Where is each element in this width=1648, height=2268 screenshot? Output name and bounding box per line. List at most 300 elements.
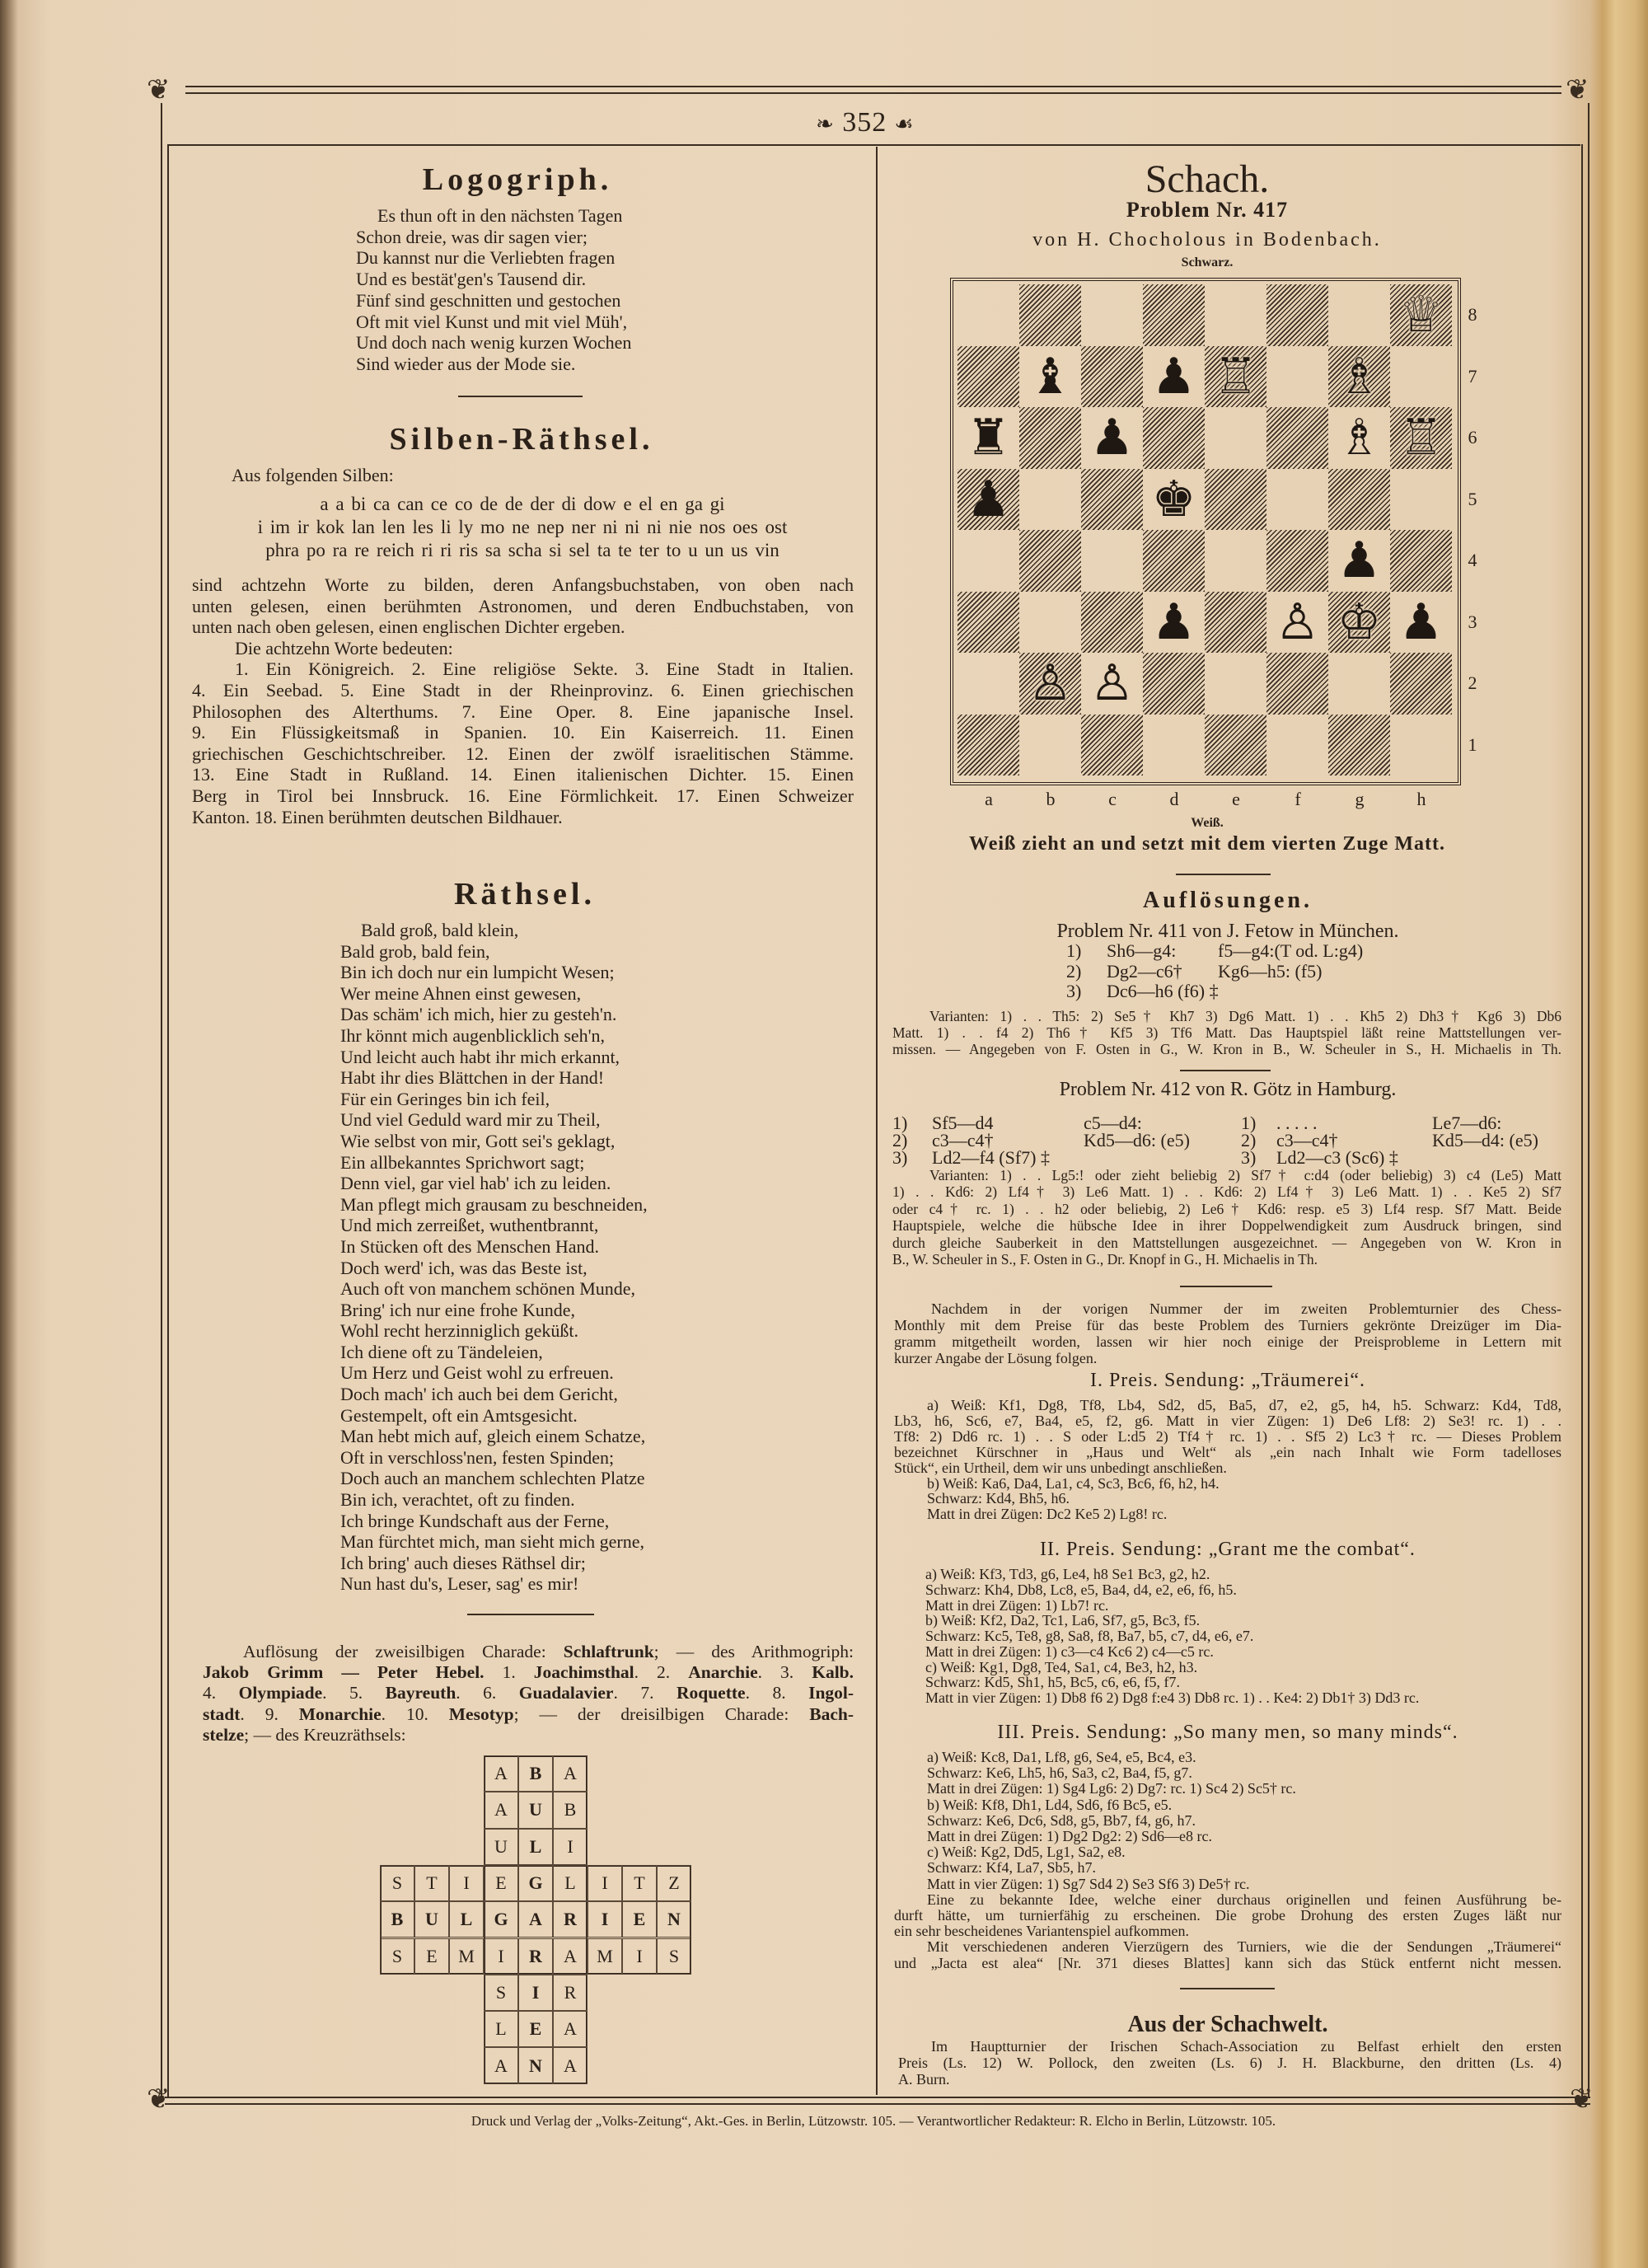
file-label: d bbox=[1169, 789, 1179, 809]
square-d8[interactable] bbox=[1143, 284, 1205, 346]
square-e1[interactable] bbox=[1205, 715, 1266, 776]
bold-answer: Kalb. bbox=[812, 1662, 854, 1683]
square-a5[interactable] bbox=[957, 469, 1019, 531]
square-a1[interactable] bbox=[957, 715, 1019, 776]
cross-cell: I bbox=[588, 1865, 622, 1901]
text-line bbox=[203, 1662, 854, 1683]
raethsel-poem bbox=[340, 920, 851, 1595]
header-rule bbox=[167, 144, 1580, 146]
cross-cell: N bbox=[657, 1901, 691, 1938]
square-f4[interactable] bbox=[1266, 530, 1328, 592]
cross-cell: A bbox=[484, 2047, 518, 2083]
file-label: e bbox=[1232, 789, 1240, 809]
square-g5[interactable] bbox=[1328, 469, 1390, 531]
white-king-icon[interactable]: ♔ bbox=[1337, 593, 1382, 651]
cross-cell: E bbox=[518, 2011, 553, 2047]
text-line: missen. — Angegeben von F. Osten in G., W. Kron in B., W. Scheuler in S., H. Michaelis in Th. bbox=[892, 1041, 1561, 1057]
text-line: Im Hauptturnier der Irischen Schach-Association zu Belfast erhielt den ersten bbox=[931, 2038, 1561, 2055]
move-cell: 2) bbox=[892, 1130, 908, 1150]
cross-cell: M bbox=[449, 1938, 484, 1975]
square-e5[interactable] bbox=[1205, 469, 1266, 531]
text-line: Matt in drei Zügen: 1) Sg4 Lg6: 2) Dg7: rc. 1) Sc4 2) Sc5† rc. bbox=[927, 1780, 1296, 1797]
move-cell: Dc6—h6 (f6) ‡ bbox=[1107, 981, 1219, 1001]
white-side-label: Weiß. bbox=[1191, 816, 1224, 830]
text-line: griechischen Geschichtschreiber. 12. Einen der zwölf israelitischen Stämme. bbox=[192, 743, 854, 764]
square-b6[interactable] bbox=[1019, 407, 1081, 469]
square-f2[interactable] bbox=[1266, 653, 1328, 715]
bold-answer: Bayreuth bbox=[385, 1683, 456, 1703]
text-line: Wie selbst von mir, Gott sei's geklagt, bbox=[340, 1130, 616, 1151]
square-h3[interactable] bbox=[1390, 592, 1452, 654]
black-pawn-icon[interactable]: ♟ bbox=[1151, 593, 1196, 651]
cross-cell: M bbox=[588, 1938, 622, 1975]
move-cell: 1) bbox=[1066, 940, 1082, 961]
text-line: Du kannst nur die Verliebten fragen bbox=[356, 247, 616, 269]
square-g7[interactable] bbox=[1328, 346, 1390, 408]
text-line: Fünf sind geschnitten und gestochen bbox=[356, 289, 621, 311]
text-segment: 4. bbox=[203, 1683, 239, 1703]
square-d5[interactable] bbox=[1143, 469, 1205, 531]
cross-puzzle-grid bbox=[380, 1755, 691, 2084]
square-e3[interactable] bbox=[1205, 592, 1266, 654]
black-pawn-icon[interactable]: ♟ bbox=[966, 470, 1011, 528]
text-line: Auch oft von manchem schönen Munde, bbox=[340, 1278, 636, 1300]
white-pawn-icon[interactable]: ♙ bbox=[1028, 654, 1073, 713]
text-line: Matt in vier Zügen: 1) Db8 f6 2) Dg8 f:e4 3) Db8 rc. 1) . . Ke4: 2) Db1† 3) Dd3 rc. bbox=[925, 1689, 1420, 1706]
text-line: Man fürchtet mich, man sieht mich gerne, bbox=[340, 1531, 644, 1553]
square-b8[interactable] bbox=[1019, 284, 1081, 346]
text-segment: . 3. bbox=[757, 1662, 812, 1683]
square-h2[interactable] bbox=[1390, 653, 1452, 715]
white-pawn-icon[interactable]: ♙ bbox=[1089, 654, 1135, 713]
corner-ornament-icon: ❦ bbox=[147, 2083, 171, 2116]
text-line: Wohl recht herzinniglich geküßt. bbox=[340, 1320, 579, 1342]
text-line: oder c4† rc. 1) . . h2 oder beliebig, 2) Le6† Kd6: resp. e5 3) Lf4 resp. Sf7 Matt. Beide bbox=[892, 1200, 1561, 1217]
text-line: Bald groß, bald klein, bbox=[361, 920, 519, 940]
bottom-rule-inner bbox=[165, 2103, 1590, 2105]
cross-cell: R bbox=[553, 1975, 588, 2011]
square-e8[interactable] bbox=[1205, 284, 1266, 346]
text-line bbox=[203, 1642, 854, 1662]
square-f1[interactable] bbox=[1266, 715, 1328, 776]
text-line: Berg in Tirol bei Innsbruck. 16. Eine Förmlichkeit. 17. Einen Schweizer bbox=[192, 785, 854, 806]
square-f8[interactable] bbox=[1266, 284, 1328, 346]
move-cell: c3—c4† bbox=[1276, 1130, 1338, 1150]
text-line: durch gleiche Sauberkeit in den Mattstellungen ausgezeichnet. — Angegeben von W. Kron in bbox=[892, 1234, 1561, 1251]
square-b1[interactable] bbox=[1019, 715, 1081, 776]
text-line: Man hebt mich auf, gleich einem Schatze, bbox=[340, 1426, 646, 1447]
text-line: a) Weiß: Kf1, Dg8, Tf8, Lb4, Sd2, d5, Ba5, d7, e2, g5, h4, h5. Schwarz: Kd4, Td8, bbox=[927, 1397, 1561, 1413]
move-cell: c3—c4† bbox=[932, 1130, 994, 1150]
frame-right-inner bbox=[1581, 144, 1583, 2097]
cross-cell: E bbox=[414, 1938, 449, 1975]
text-line: Ihr könnt mich augenblicklich seh'n, bbox=[340, 1024, 606, 1046]
cross-cell: L bbox=[449, 1901, 484, 1938]
syllable-list bbox=[188, 493, 857, 562]
square-a3[interactable] bbox=[957, 592, 1019, 654]
text-line: Schwarz: Kd5, Sh1, h5, Bc5, c6, e6, f5, f7. bbox=[925, 1674, 1180, 1691]
move-cell: 3) bbox=[1241, 1147, 1257, 1168]
cross-cell: A bbox=[553, 1938, 588, 1975]
white-pawn-icon[interactable]: ♙ bbox=[1275, 593, 1320, 651]
file-label: g bbox=[1355, 789, 1365, 809]
text-line: Bin ich doch nur ein lumpicht Wesen; bbox=[340, 962, 615, 983]
text-line: c) Weiß: Kg2, Dd5, Lg1, Sa2, e8. bbox=[927, 1844, 1126, 1861]
text-line: In Stücken oft des Menschen Hand. bbox=[340, 1235, 600, 1257]
move-cell: Ld2—f4 (Sf7) ‡ bbox=[932, 1147, 1050, 1168]
square-a2[interactable] bbox=[957, 653, 1019, 715]
section-divider bbox=[1176, 874, 1271, 875]
text-segment: . 2. bbox=[634, 1662, 689, 1683]
bold-answer: Guadalavier bbox=[518, 1683, 614, 1703]
text-line: Und leicht auch habt ihr mich erkannt, bbox=[340, 1046, 620, 1067]
text-line: Bald grob, bald fein, bbox=[340, 940, 490, 962]
text-line: Ich bringe Kundschaft aus der Ferne, bbox=[340, 1510, 610, 1531]
black-pawn-icon[interactable]: ♟ bbox=[1151, 347, 1196, 405]
square-a6[interactable] bbox=[957, 407, 1019, 469]
cross-cell: L bbox=[553, 1865, 588, 1901]
text-line: Nachdem in der vorigen Nummer der im zweiten Problemturnier des Chess- bbox=[931, 1300, 1561, 1317]
bold-answer: Jakob Grimm — Peter Hebel. bbox=[203, 1662, 485, 1683]
square-e2[interactable] bbox=[1205, 653, 1266, 715]
cross-cell: A bbox=[553, 1755, 588, 1792]
text-line: Bin ich, verachtet, oft zu finden. bbox=[340, 1489, 575, 1511]
white-bishop-icon[interactable]: ♗ bbox=[1337, 347, 1382, 405]
move-cell: Kd5—d6: (e5) bbox=[1084, 1130, 1190, 1150]
cross-cell: I bbox=[518, 1975, 553, 2011]
square-c3[interactable] bbox=[1081, 592, 1143, 654]
square-h7[interactable] bbox=[1390, 346, 1452, 408]
cross-cell: U bbox=[484, 1829, 518, 1865]
square-h1[interactable] bbox=[1390, 715, 1452, 776]
chessworld-text bbox=[898, 2038, 1561, 2088]
text-line: 4. Ein Seebad. 5. Eine Stadt in der Rheinprovinz. 6. Einen griechischen bbox=[192, 679, 854, 701]
rank-label: 3 bbox=[1468, 611, 1477, 632]
square-g6[interactable] bbox=[1328, 407, 1390, 469]
text-segment: ; — der dreisilbigen Charade: bbox=[513, 1703, 810, 1724]
text-line: Kanton. 18. Einen berühmten deutschen Bildhauer. bbox=[192, 806, 563, 827]
silben-intro: Aus folgenden Silben: bbox=[232, 465, 394, 485]
black-pawn-icon[interactable]: ♟ bbox=[1089, 409, 1135, 467]
text-line: B., W. Scheuler in S., F. Osten in G., Dr. Knopf in G., H. Michaelis in Th. bbox=[892, 1251, 1318, 1268]
cross-cell: A bbox=[518, 1901, 553, 1938]
corner-ornament-icon: ❦ bbox=[1570, 2083, 1594, 2116]
text-line: unten gelesen, einen berühmten Astronomen, und deren Endbuchstaben, von bbox=[192, 595, 854, 616]
square-d3[interactable] bbox=[1143, 592, 1205, 654]
frame-right-outer bbox=[1588, 103, 1589, 2097]
text-line: Doch auch an manchem schlechten Platze bbox=[340, 1468, 645, 1489]
black-side-label: Schwarz. bbox=[1181, 255, 1234, 269]
text-line: Doch mach' ich auch bei dem Gericht, bbox=[340, 1384, 618, 1405]
text-segment: . 9. bbox=[240, 1703, 299, 1724]
black-bishop-icon[interactable]: ♝ bbox=[1028, 347, 1073, 405]
bold-answer: Olympiade bbox=[238, 1683, 323, 1703]
cross-cell: S bbox=[380, 1865, 414, 1901]
text-line: Oft mit viel Kunst und mit viel Müh', bbox=[356, 311, 628, 332]
text-line: Tf8: 2) Dd6 rc. 1) . . S oder L:d5 2) Tf4† rc. 1) . . Sf5 2) Lc3† rc. — Dieses Problem bbox=[894, 1427, 1561, 1445]
rank-label: 4 bbox=[1468, 550, 1477, 570]
text-line: A. Burn. bbox=[898, 2071, 950, 2088]
problem-412-heading: Problem Nr. 412 von R. Götz in Hamburg. bbox=[1059, 1079, 1397, 1100]
text-line: Matt. 1) . . f4 2) Th6† Kf5 3) Tf6 Matt. Das Hauptspiel läßt reine Mattstellungen ver- bbox=[892, 1024, 1561, 1041]
text-line: Sind wieder aus der Mode sie. bbox=[356, 353, 576, 374]
text-line bbox=[203, 1683, 854, 1703]
move-cell: 3) bbox=[892, 1147, 908, 1168]
text-line: Schon dreie, was dir sagen vier; bbox=[356, 226, 588, 247]
square-h8[interactable] bbox=[1390, 284, 1452, 346]
file-label: f bbox=[1295, 789, 1301, 809]
square-d6[interactable] bbox=[1143, 407, 1205, 469]
cross-cell: S bbox=[657, 1938, 691, 1975]
prize-2-text bbox=[894, 1567, 1561, 1706]
cross-cell: S bbox=[380, 1938, 414, 1975]
cross-cell: T bbox=[414, 1865, 449, 1901]
text-line: b) Weiß: Ka6, Da4, La1, c4, Sc3, Bc6, f6, h2, h4. bbox=[927, 1474, 1220, 1492]
text-line: Nun hast du's, Leser, sag' es mir! bbox=[340, 1573, 579, 1595]
text-line: Das schäm' ich mich, hier zu gesteh'n. bbox=[340, 1004, 617, 1025]
cross-cell: A bbox=[484, 1755, 518, 1792]
cross-cell: L bbox=[518, 1829, 553, 1865]
square-c5[interactable] bbox=[1081, 469, 1143, 531]
chessworld-title: Aus der Schachwelt. bbox=[1127, 2012, 1328, 2037]
logogriph-poem bbox=[356, 205, 850, 375]
text-line: Varianten: 1) . . Lg5:! oder zieht beliebig 2) Sf7† c:d4 (oder beliebig) 3) c4 (Le5) Matt bbox=[929, 1167, 1561, 1183]
text-line: Schwarz: Ke6, Dc6, Sd8, g5, Bb7, f4, g6, h7. bbox=[927, 1811, 1196, 1829]
prize-1-text bbox=[894, 1398, 1561, 1522]
move-cell: 3) bbox=[1066, 981, 1082, 1001]
text-line: Varianten: 1) . . Th5: 2) Se5† Kh7 3) Dg6 Matt. 1) . . Kh5 2) Dh3† Kg6 3) Db6 bbox=[929, 1008, 1561, 1024]
cross-cell: I bbox=[553, 1829, 588, 1865]
bottom-rule-outer bbox=[165, 2097, 1590, 2098]
square-d7[interactable] bbox=[1143, 346, 1205, 408]
text-line: Matt in drei Zügen: 1) Dg2 Dg2: 2) Sd6—e8 rc. bbox=[927, 1828, 1212, 1845]
square-c1[interactable] bbox=[1081, 715, 1143, 776]
cross-cell: A bbox=[553, 2011, 588, 2047]
square-a7[interactable] bbox=[957, 346, 1019, 408]
square-f3[interactable] bbox=[1266, 592, 1328, 654]
cross-cell: E bbox=[484, 1865, 518, 1901]
bold-answer: stelze bbox=[203, 1724, 245, 1745]
text-segment: ; — des Kreuzräthsels: bbox=[244, 1724, 406, 1745]
white-rook-icon[interactable]: ♖ bbox=[1398, 409, 1444, 467]
text-segment: 1. bbox=[484, 1662, 534, 1683]
text-line: Matt in drei Zügen: 1) c3—c4 Kc6 2) c4—c5 rc. bbox=[925, 1642, 1214, 1660]
text-line: Matt in vier Zügen: 1) Sg7 Sd4 2) Se3 Sf6 3) De5† rc. bbox=[927, 1875, 1250, 1892]
square-b2[interactable] bbox=[1019, 653, 1081, 715]
text-line: Monthly mit dem Preise für das beste Problem des Turniers gekrönte Dreizüger im Dia- bbox=[894, 1317, 1561, 1333]
text-line: i im ir kok lan len les li ly mo ne nep ner ni ni ni nie nos oes ost bbox=[257, 517, 788, 537]
square-d2[interactable] bbox=[1143, 653, 1205, 715]
file-label: a bbox=[985, 789, 993, 809]
bold-answer: Bach- bbox=[809, 1703, 854, 1724]
text-line: Schwarz: Kd4, Bh5, h6. bbox=[927, 1490, 1070, 1507]
bold-answer: Monarchie bbox=[298, 1703, 382, 1724]
text-line: 13. Eine Stadt in Rußland. 14. Einen italienischen Dichter. 15. Einen bbox=[192, 764, 854, 785]
text-line: Ich diene oft zu Tändeleien, bbox=[340, 1341, 543, 1362]
square-f5[interactable] bbox=[1266, 469, 1328, 531]
bold-answer: Joachimsthal bbox=[533, 1662, 634, 1683]
square-e4[interactable] bbox=[1205, 530, 1266, 592]
cross-cell: Z bbox=[657, 1865, 691, 1901]
text-line: Hauptspiele, welche die hübsche Idee in ihrer Doppelwendigkeit zum Ausdruck bringen, sind bbox=[892, 1217, 1561, 1235]
text-line: b) Weiß: Kf8, Dh1, Ld4, Sd6, f6 Bc5, e5. bbox=[927, 1796, 1173, 1813]
text-line: bezeichnet Kürschner in „Haus und Welt“ als „ein nach Inhalt wie Form tadelloses bbox=[894, 1443, 1561, 1460]
square-e6[interactable] bbox=[1205, 407, 1266, 469]
text-line: a) Weiß: Kc8, Da1, Lf8, g6, Se4, e5, Bc4, e3. bbox=[927, 1749, 1196, 1765]
square-b5[interactable] bbox=[1019, 469, 1081, 531]
text-line: Und doch nach wenig kurzen Wochen bbox=[356, 332, 632, 354]
square-c7[interactable] bbox=[1081, 346, 1143, 408]
cross-cell: G bbox=[518, 1865, 553, 1901]
chess-task: Weiß zieht an und setzt mit dem vierten Zuge Matt. bbox=[969, 833, 1445, 855]
rank-label: 7 bbox=[1468, 365, 1477, 387]
square-f6[interactable] bbox=[1266, 407, 1328, 469]
square-d1[interactable] bbox=[1143, 715, 1205, 776]
text-line: Und es bestät'gen's Tausend dir. bbox=[356, 269, 587, 290]
rank-label: 6 bbox=[1468, 427, 1477, 448]
rank-label: 2 bbox=[1468, 672, 1477, 693]
rank-label: 1 bbox=[1468, 733, 1477, 755]
square-b7[interactable] bbox=[1019, 346, 1081, 408]
black-king-icon[interactable]: ♚ bbox=[1151, 470, 1196, 528]
square-h4[interactable] bbox=[1390, 530, 1452, 592]
text-line: Lb3, h6, Sc6, e7, Ba4, e5, f2, g6. Matt in vier Zügen: 1) De6 Lf8: 2) Se3! rc. 1) . . bbox=[894, 1412, 1561, 1429]
square-g2[interactable] bbox=[1328, 653, 1390, 715]
text-line bbox=[203, 1725, 854, 1746]
square-d4[interactable] bbox=[1143, 530, 1205, 592]
text-line: Matt in drei Zügen: 1) Lb7! rc. bbox=[925, 1596, 1109, 1614]
footer-imprint: Druck und Verlag der „Volks-Zeitung“, Akt.-Ges. in Berlin, Lützowstr. 105. — Verantwortlicher Redakteur: R. Elcho in Berlin, Lützowstr. 105. bbox=[471, 2113, 1276, 2129]
file-label: b bbox=[1046, 789, 1056, 809]
text-line: durft hätte, um turnierfähig zu erscheinen. Die grobe Drohung des ersten Zuges läßt nur bbox=[894, 1907, 1561, 1924]
problem-411-variants bbox=[892, 1008, 1561, 1057]
cross-cell: A bbox=[484, 1792, 518, 1828]
square-a8[interactable] bbox=[957, 284, 1019, 346]
cross-cell: R bbox=[553, 1901, 588, 1938]
square-c2[interactable] bbox=[1081, 653, 1143, 715]
text-line: Um Herz und Geist wohl zu erfreuen. bbox=[340, 1362, 614, 1384]
text-line: Die achtzehn Worte bedeuten: bbox=[235, 637, 453, 658]
text-line: Man pflegt mich grausam zu beschneiden, bbox=[340, 1193, 648, 1215]
text-line: Habt ihr dies Blättchen in der Hand! bbox=[340, 1067, 605, 1089]
silben-description bbox=[192, 574, 854, 827]
chess-problem-number: Problem Nr. 417 bbox=[1126, 198, 1289, 222]
text-line: 9. Ein Flüssigkeitsmaß in Spanien. 10. Ein Kaiserreich. 11. Einen bbox=[192, 722, 854, 743]
text-segment: . 5. bbox=[322, 1683, 386, 1703]
text-segment: Auflösung der zweisilbigen Charade: bbox=[243, 1642, 564, 1661]
text-line: b) Weiß: Kf2, Da2, Tc1, La6, Sf7, g5, Bc3, f5. bbox=[925, 1612, 1201, 1629]
prize-3-text bbox=[894, 1750, 1561, 1971]
cross-cell: I bbox=[449, 1865, 484, 1901]
bold-answer: stadt bbox=[203, 1703, 241, 1724]
text-segment: . 8. bbox=[745, 1683, 809, 1703]
text-line: Schwarz: Kh4, Db8, Lc8, e5, Ba4, d4, e2, e6, f6, h5. bbox=[925, 1581, 1237, 1598]
white-bishop-icon[interactable]: ♗ bbox=[1337, 409, 1382, 467]
text-line: Es thun oft in den nächsten Tagen bbox=[377, 205, 623, 226]
move-cell: Sf5—d4 bbox=[932, 1113, 994, 1133]
cross-cell: N bbox=[518, 2047, 553, 2083]
text-line: Wer meine Ahnen einst gewesen, bbox=[340, 982, 582, 1004]
tourney-intro bbox=[894, 1300, 1561, 1366]
bold-answer: Ingol- bbox=[808, 1683, 854, 1703]
square-g1[interactable] bbox=[1328, 715, 1390, 776]
file-label: c bbox=[1108, 789, 1117, 809]
bold-answer: Anarchie bbox=[688, 1662, 758, 1683]
text-line bbox=[203, 1704, 854, 1725]
chess-board bbox=[950, 278, 1461, 785]
square-h6[interactable] bbox=[1390, 407, 1452, 469]
text-line: 1) . . Kd6: 2) Lf4† 3) Le6 Matt. 1) . . Kd6: 2) Lf4† 3) Le6 Matt. 1) . . Ke5 2) Sf7 bbox=[892, 1183, 1561, 1201]
square-c6[interactable] bbox=[1081, 407, 1143, 469]
square-g4[interactable] bbox=[1328, 530, 1390, 592]
section-divider bbox=[1180, 1286, 1272, 1287]
corner-ornament-icon: ❦ bbox=[147, 73, 171, 106]
top-rule-inner bbox=[185, 92, 1561, 94]
square-g3[interactable] bbox=[1328, 592, 1390, 654]
cross-cell: B bbox=[380, 1901, 414, 1938]
text-line: Oft in verschloss'nen, festen Spinden; bbox=[340, 1446, 615, 1468]
text-line: und „Jacta est alea“ [Nr. 371 dieses Blattes] kann sich das Stück entfernt nicht messen. bbox=[894, 1954, 1561, 1971]
page-number: ❧ 352 ☙ bbox=[742, 107, 989, 138]
text-segment: ; — des Arithmogriph: bbox=[653, 1642, 854, 1661]
cross-cell: A bbox=[553, 2047, 588, 2083]
move-cell: Sh6—g4: bbox=[1107, 940, 1177, 961]
square-f7[interactable] bbox=[1266, 346, 1328, 408]
cross-cell: G bbox=[484, 1901, 518, 1938]
text-line: Matt in drei Zügen: Dc2 Ke5 2) Lg8! rc. bbox=[927, 1506, 1168, 1523]
silben-title: Silben-Räthsel. bbox=[389, 422, 654, 457]
text-segment: . 6. bbox=[456, 1683, 519, 1703]
square-b4[interactable] bbox=[1019, 530, 1081, 592]
black-rook-icon[interactable]: ♜ bbox=[966, 409, 1011, 467]
square-g8[interactable] bbox=[1328, 284, 1390, 346]
move-cell: Le7—d6: bbox=[1432, 1113, 1502, 1133]
square-c8[interactable] bbox=[1081, 284, 1143, 346]
white-rook-icon[interactable]: ♖ bbox=[1213, 347, 1258, 405]
cross-cell: U bbox=[518, 1792, 553, 1828]
text-line: Denn viel, gar viel hab' ich zu leiden. bbox=[340, 1173, 611, 1194]
text-line: Ich bring' auch dieses Räthsel dir; bbox=[340, 1552, 586, 1573]
white-queen-icon[interactable]: ♕ bbox=[1398, 286, 1444, 344]
cross-cell: T bbox=[622, 1865, 657, 1901]
cross-cell: B bbox=[518, 1755, 553, 1792]
top-rule-outer bbox=[185, 86, 1561, 87]
move-cell: . . . . . bbox=[1276, 1113, 1318, 1133]
text-line: Doch werd' ich, was das Beste ist, bbox=[340, 1257, 588, 1278]
black-pawn-icon[interactable]: ♟ bbox=[1398, 593, 1444, 651]
problem-412-variants bbox=[892, 1167, 1561, 1268]
black-pawn-icon[interactable]: ♟ bbox=[1337, 532, 1382, 590]
square-c4[interactable] bbox=[1081, 530, 1143, 592]
square-e7[interactable] bbox=[1205, 346, 1266, 408]
prize-1-heading: I. Preis. Sendung: „Träumerei“. bbox=[1089, 1370, 1366, 1391]
cross-cell: E bbox=[622, 1901, 657, 1938]
text-line: Stück“, ein Urtheil, dem wir uns unbedingt anschließen. bbox=[894, 1459, 1227, 1476]
square-b3[interactable] bbox=[1019, 592, 1081, 654]
square-h5[interactable] bbox=[1390, 469, 1452, 531]
text-line: kurzer Angabe der Lösung folgen. bbox=[894, 1350, 1098, 1366]
text-line: Schwarz: Kf4, La7, Sb5, h7. bbox=[927, 1859, 1096, 1877]
cross-cell: I bbox=[622, 1938, 657, 1975]
move-cell: f5—g4:(T od. L:g4) bbox=[1218, 940, 1364, 961]
square-a4[interactable] bbox=[957, 530, 1019, 592]
move-cell: Kd5—d4: (e5) bbox=[1432, 1130, 1538, 1150]
text-line: ein sehr bescheidenes Variantenspiel aufkommen. bbox=[894, 1923, 1190, 1940]
text-line: Und viel Geduld ward mir zu Theil, bbox=[340, 1109, 601, 1131]
file-label: h bbox=[1416, 789, 1426, 809]
text-line: Für ein Geringes bin ich feil, bbox=[340, 1088, 550, 1109]
move-cell: Kg6—h5: (f5) bbox=[1218, 960, 1323, 982]
